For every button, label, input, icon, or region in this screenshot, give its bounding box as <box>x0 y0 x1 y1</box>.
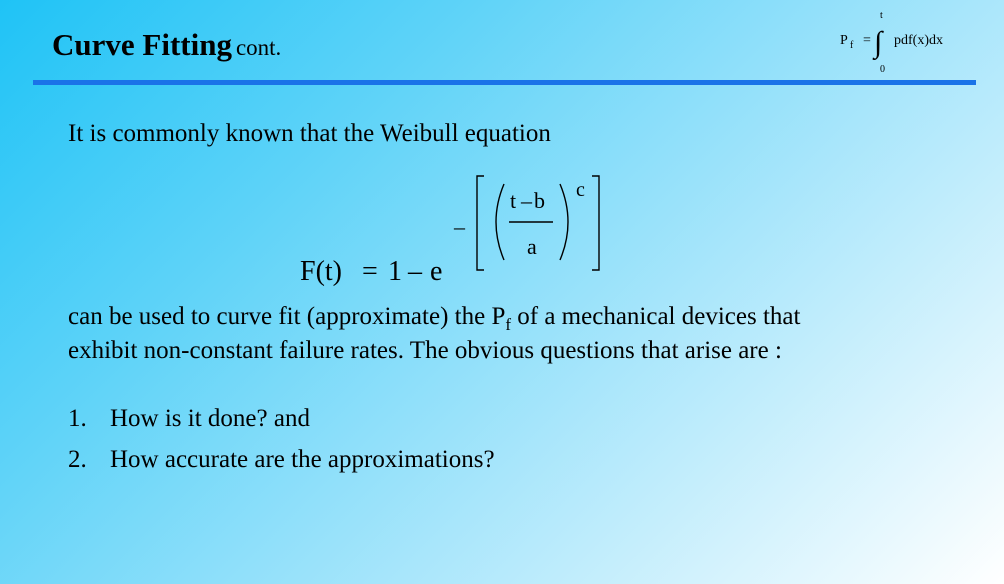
right-bracket <box>592 176 599 270</box>
weibull-equals: = <box>362 256 378 287</box>
weibull-svg <box>296 172 616 292</box>
pf-lhs-sub: f <box>850 40 854 51</box>
list-number: 2. <box>68 445 87 473</box>
pf-integrand: pdf(x)dx <box>894 33 943 48</box>
body-line-1 <box>68 300 800 334</box>
numerator-b: b <box>534 188 545 213</box>
title-sub: cont. <box>235 35 282 60</box>
pf-integral-formula <box>836 4 966 76</box>
body-line-1-b: of a mechanical devices that <box>511 303 801 330</box>
question-list <box>68 398 495 480</box>
body-line-1-sub: f <box>505 315 512 334</box>
left-paren <box>496 184 504 260</box>
weibull-lhs: F(t) <box>300 256 342 287</box>
weibull-equation <box>296 172 616 292</box>
list-text: How accurate are the approximations? <box>110 445 495 473</box>
list-number: 1. <box>68 404 87 432</box>
numerator-minus: – <box>521 188 532 213</box>
pf-equals: = <box>863 33 871 48</box>
body-line-1-a: can be used to curve fit (approximate) the P <box>68 303 506 330</box>
pf-lower-limit: 0 <box>880 64 885 75</box>
title-main: Curve Fitting <box>52 27 232 62</box>
slide-title <box>52 27 281 63</box>
body-line-2: exhibit non-constant failure rates. The obvious questions that arise are : <box>68 337 782 364</box>
pf-integral-sign: ∫ <box>874 26 883 59</box>
left-bracket <box>477 176 484 270</box>
weibull-minus: – <box>408 256 422 287</box>
denominator-a: a <box>527 234 537 259</box>
exp-negative: – <box>454 214 465 239</box>
weibull-base: e <box>430 256 443 287</box>
numerator-t: t <box>510 188 517 213</box>
list-item <box>68 398 495 439</box>
title-rule <box>33 80 976 85</box>
pf-lhs: P <box>840 33 848 48</box>
exponent-c: c <box>576 179 585 201</box>
pf-integral-svg <box>836 4 966 76</box>
list-text: How is it done? and <box>110 404 310 432</box>
pf-upper-limit: t <box>880 10 883 21</box>
list-item <box>68 439 495 480</box>
intro-text: It is commonly known that the Weibull equation <box>68 120 551 147</box>
weibull-one: 1 <box>388 256 402 287</box>
right-paren <box>560 184 568 260</box>
